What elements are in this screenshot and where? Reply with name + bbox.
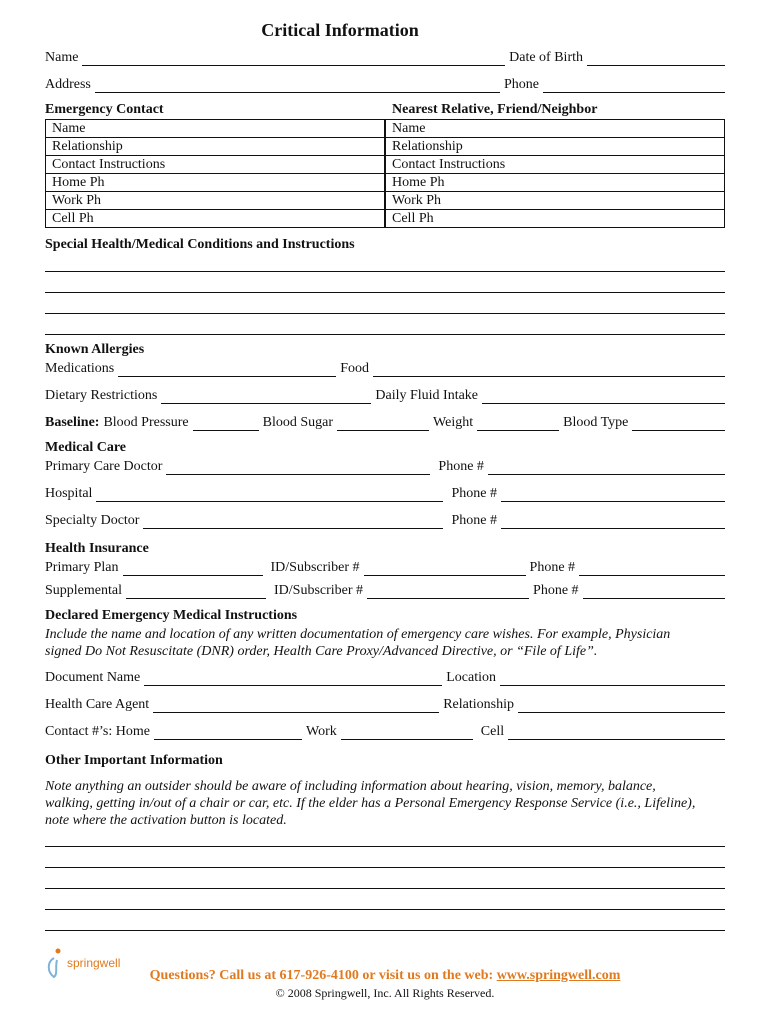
address-label: Address (45, 77, 91, 92)
sugar-label: Blood Sugar (262, 415, 334, 430)
page-title: Critical Information (261, 20, 419, 40)
supplemental-phone-field[interactable] (583, 586, 725, 599)
other-note-line-1: Note anything an outsider should be aware of including information about hearing, vision, memory, balance, (45, 779, 656, 794)
supplemental-field[interactable] (126, 586, 266, 599)
name-row (45, 48, 725, 66)
contacts-row (45, 722, 725, 740)
sugar-field[interactable] (337, 418, 429, 431)
other-line-1[interactable] (45, 846, 725, 847)
ec-cell-ph[interactable]: Cell Ph (46, 210, 385, 228)
specialty-label: Specialty Doctor (45, 513, 140, 528)
other-line-3[interactable] (45, 888, 725, 889)
declared-instructions (45, 626, 725, 660)
specialty-row (45, 511, 725, 529)
name-field[interactable] (82, 53, 505, 66)
contacts-work-label: Work (306, 724, 337, 739)
dob-field[interactable] (587, 53, 725, 66)
declared-instructions-line-1: Include the name and location of any written documentation of emergency care wishes. For example, Physician (45, 627, 671, 642)
primary-id-label: ID/Subscriber # (270, 560, 360, 575)
primary-plan-field[interactable] (123, 563, 263, 576)
medications-field[interactable] (118, 364, 336, 377)
nr-home-ph[interactable]: Home Ph (386, 174, 725, 192)
special-health-line-3[interactable] (45, 313, 725, 314)
address-row (45, 75, 725, 93)
location-field[interactable] (500, 673, 725, 686)
pcp-label: Primary Care Doctor (45, 459, 163, 474)
nr-cell-ph[interactable]: Cell Ph (386, 210, 725, 228)
pcp-phone-label: Phone # (438, 459, 484, 474)
primary-id-field[interactable] (364, 563, 526, 576)
other-note-line-2: walking, getting in/out of a chair or car, etc. If the elder has a Personal Emergency Response Service (i.e., Lifeline), (45, 796, 696, 811)
declared-heading: Declared Emergency Medical Instructions (45, 608, 298, 623)
special-health-line-4[interactable] (45, 334, 725, 335)
footer-questions-text: Questions? Call us at 617-926-4100 or visit us on the web: (149, 968, 497, 983)
hospital-field[interactable] (96, 489, 443, 502)
allergies-heading: Known Allergies (45, 342, 145, 357)
hospital-phone-label: Phone # (451, 486, 497, 501)
ec-instructions[interactable]: Contact Instructions (46, 156, 385, 174)
fluid-label: Daily Fluid Intake (375, 388, 479, 403)
nr-instructions[interactable]: Contact Instructions (386, 156, 725, 174)
special-health-heading: Special Health/Medical Conditions and Instructions (45, 237, 355, 252)
weight-field[interactable] (477, 418, 559, 431)
agent-label: Health Care Agent (45, 697, 150, 712)
special-health-line-2[interactable] (45, 292, 725, 293)
ec-home-ph[interactable]: Home Ph (46, 174, 385, 192)
blood-type-field[interactable] (632, 418, 725, 431)
primary-plan-label: Primary Plan (45, 560, 119, 575)
relationship-label: Relationship (443, 697, 514, 712)
other-note-line-3: note where the activation button is located. (45, 813, 287, 828)
agent-field[interactable] (153, 700, 439, 713)
bp-label: Blood Pressure (103, 415, 189, 430)
contacts-cell-label: Cell (480, 724, 505, 739)
other-line-2[interactable] (45, 867, 725, 868)
website-link[interactable]: www.springwell.com (496, 968, 621, 983)
name-label: Name (45, 50, 79, 65)
footer-copyright: © 2008 Springwell, Inc. All Rights Reserved. (275, 986, 495, 1000)
fluid-field[interactable] (482, 391, 725, 404)
declared-instructions-line-2: signed Do Not Resuscitate (DNR) order, Health Care Proxy/Advanced Directive, or “File of Life”. (45, 644, 598, 659)
agent-row (45, 695, 725, 713)
food-label: Food (340, 361, 370, 376)
supplemental-label: Supplemental (45, 583, 122, 598)
bp-field[interactable] (193, 418, 259, 431)
hospital-phone-field[interactable] (501, 489, 725, 502)
specialty-phone-field[interactable] (501, 516, 725, 529)
specialty-field[interactable] (143, 516, 443, 529)
pcp-field[interactable] (166, 462, 430, 475)
nearest-relative-heading: Nearest Relative, Friend/Neighbor (392, 102, 598, 117)
location-label: Location (446, 670, 497, 685)
document-label: Document Name (45, 670, 141, 685)
hospital-label: Hospital (45, 486, 93, 501)
pcp-phone-field[interactable] (488, 462, 725, 475)
dob-label: Date of Birth (509, 50, 583, 65)
specialty-phone-label: Phone # (451, 513, 497, 528)
phone-field[interactable] (543, 80, 725, 93)
nr-work-ph[interactable]: Work Ph (386, 192, 725, 210)
contacts-cell-field[interactable] (508, 727, 725, 740)
document-field[interactable] (144, 673, 442, 686)
medical-care-heading: Medical Care (45, 440, 126, 455)
other-line-5[interactable] (45, 930, 725, 931)
allergies-row-2 (45, 386, 725, 404)
baseline-label: Baseline: (45, 415, 100, 430)
primary-plan-row (45, 558, 725, 576)
supplemental-phone-label: Phone # (533, 583, 579, 598)
pcp-row (45, 457, 725, 475)
supplemental-id-field[interactable] (367, 586, 529, 599)
dietary-field[interactable] (161, 391, 371, 404)
other-line-4[interactable] (45, 909, 725, 910)
emergency-contact-heading: Emergency Contact (45, 102, 164, 117)
contacts-work-field[interactable] (341, 727, 473, 740)
ec-work-ph[interactable]: Work Ph (46, 192, 385, 210)
dietary-label: Dietary Restrictions (45, 388, 158, 403)
food-field[interactable] (373, 364, 725, 377)
nr-relationship[interactable]: Relationship (386, 138, 725, 156)
primary-phone-field[interactable] (579, 563, 725, 576)
supplemental-row (45, 581, 725, 599)
other-note (45, 778, 725, 829)
address-field[interactable] (95, 80, 500, 93)
other-heading: Other Important Information (45, 753, 223, 768)
allergies-row-1 (45, 359, 725, 377)
document-row (45, 668, 725, 686)
ec-name[interactable]: Name (46, 120, 385, 138)
blood-type-label: Blood Type (563, 415, 629, 430)
emergency-contact-table (45, 119, 385, 228)
primary-phone-label: Phone # (529, 560, 576, 575)
relationship-field[interactable] (518, 700, 725, 713)
phone-label: Phone (504, 77, 539, 92)
nr-name[interactable]: Name (386, 120, 725, 138)
medications-label: Medications (45, 361, 115, 376)
insurance-heading: Health Insurance (45, 541, 149, 556)
special-health-line-1[interactable] (45, 271, 725, 272)
springwell-logo-text: springwell (67, 956, 121, 970)
baseline-row (45, 413, 725, 431)
contacts-home-label: Contact #’s: Home (45, 724, 150, 739)
ec-relationship[interactable]: Relationship (46, 138, 385, 156)
nearest-relative-table (385, 119, 725, 228)
contacts-home-field[interactable] (154, 727, 302, 740)
supplemental-id-label: ID/Subscriber # (274, 583, 364, 598)
hospital-row (45, 484, 725, 502)
weight-label: Weight (433, 415, 474, 430)
footer-questions (0, 968, 770, 984)
